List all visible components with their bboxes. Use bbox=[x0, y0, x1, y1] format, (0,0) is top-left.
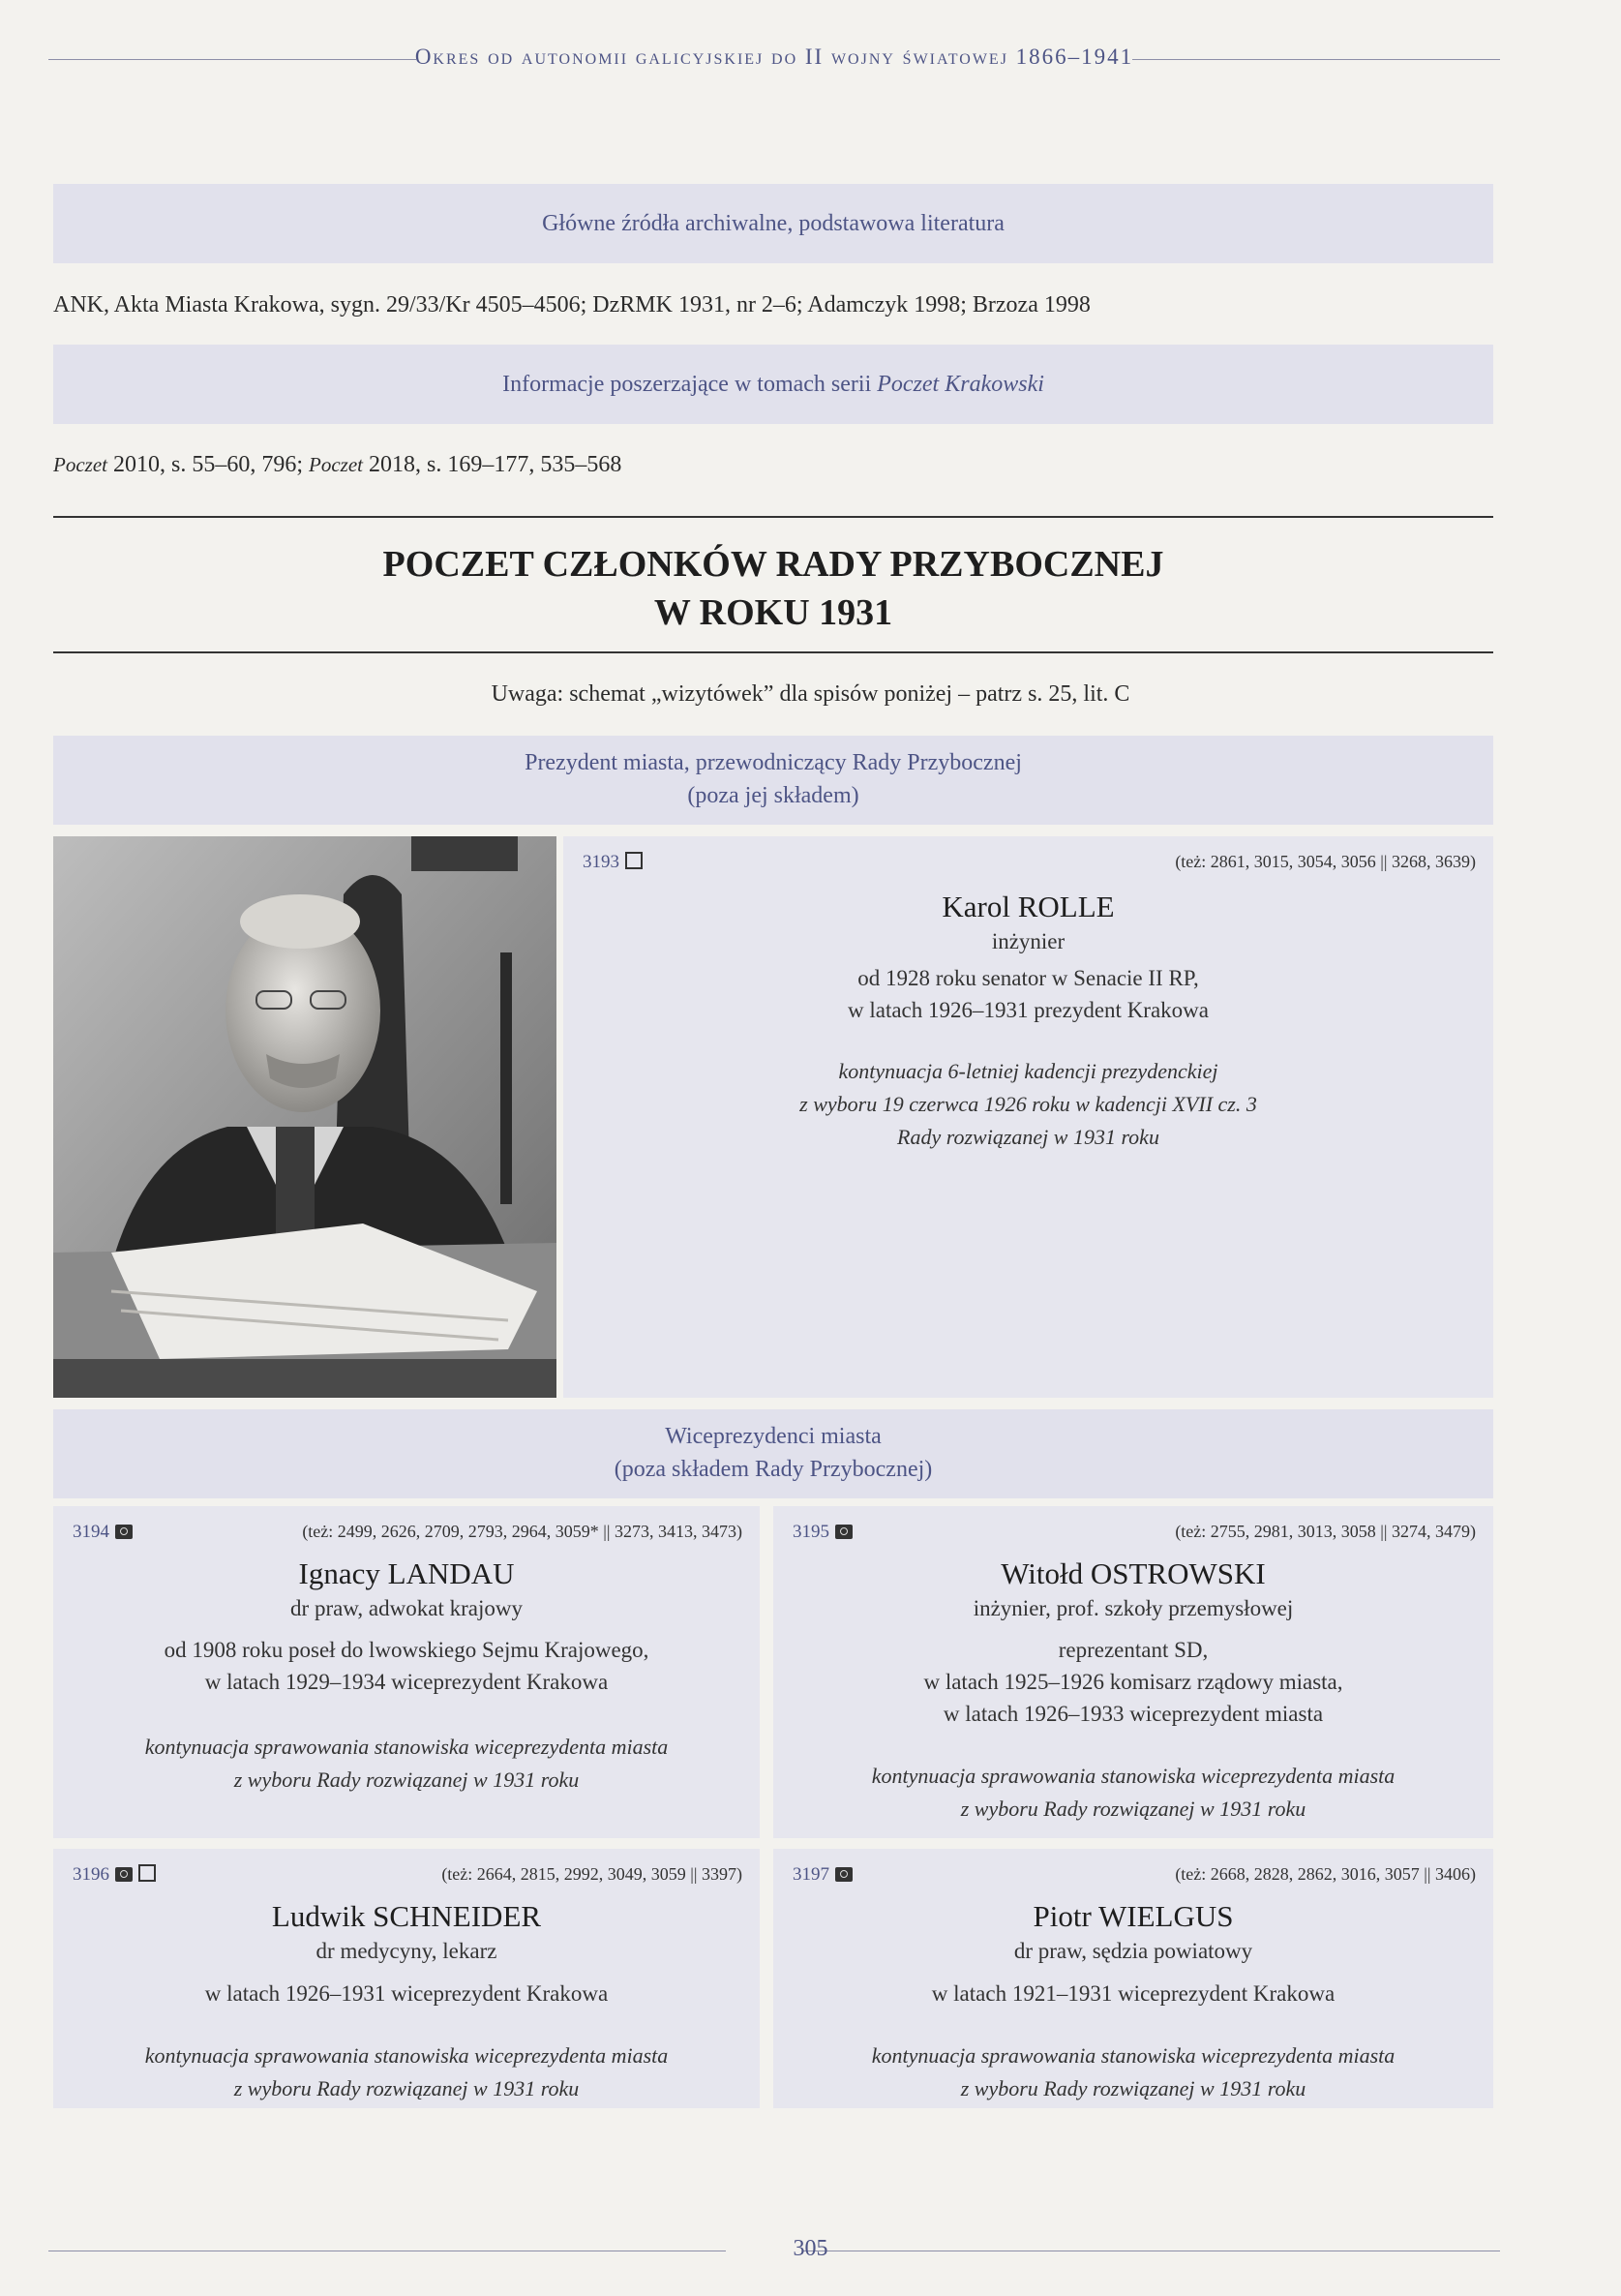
president-role: inżynier bbox=[991, 929, 1066, 953]
vice-italic1: kontynuacja sprawowania stanowiska wiceprezydenta miasta bbox=[871, 1764, 1396, 1788]
vice-role: dr praw, adwokat krajowy bbox=[290, 1596, 523, 1620]
vice-entry-number bbox=[793, 1864, 853, 1886]
vice-cross-refs: (też: 2664, 2815, 2992, 3049, 3059 || 3397) bbox=[441, 1864, 742, 1884]
vice-italic1: kontynuacja sprawowania stanowiska wiceprezydenta miasta bbox=[871, 2043, 1396, 2068]
vice-line2: w latach 1929–1934 wiceprezydent Krakowa bbox=[204, 1670, 609, 1694]
title-rule-bottom bbox=[53, 651, 1493, 653]
vice-name: Ludwik SCHNEIDER bbox=[271, 1899, 542, 1933]
vice-band bbox=[53, 1409, 1493, 1498]
portrait-photo bbox=[53, 836, 556, 1398]
vice-italic2: z wyboru Rady rozwiązanej w 1931 roku bbox=[233, 1767, 580, 1792]
portrait-illustration bbox=[53, 836, 556, 1398]
vice-entry-number bbox=[73, 1864, 156, 1886]
vice-entry-number bbox=[793, 1522, 853, 1543]
schema-note: Uwaga: schemat „wizytówek” dla spisów poniżej – patrz s. 25, lit. C bbox=[491, 681, 1130, 707]
vice-name: Ignacy LANDAU bbox=[298, 1556, 515, 1590]
vice-line1: od 1908 roku poseł do lwowskiego Sejmu Krajowego, bbox=[164, 1638, 649, 1662]
info-text-2: 2018, s. 169–177, 535–568 bbox=[362, 452, 622, 477]
vice-line3: w latach 1926–1933 wiceprezydent miasta bbox=[943, 1702, 1324, 1726]
page-number: 305 bbox=[793, 2236, 828, 2261]
president-italic3: Rady rozwiązanej w 1931 roku bbox=[897, 1125, 1159, 1149]
info-text-italic-2: Poczet bbox=[309, 453, 363, 476]
vice-band-line1: Wiceprezydenci miasta bbox=[665, 1424, 882, 1449]
vice-entry-number bbox=[73, 1522, 133, 1543]
sources-heading-band bbox=[53, 184, 1493, 263]
vice-name: Witołd OSTROWSKI bbox=[1001, 1556, 1266, 1590]
vice-card-4 bbox=[773, 1849, 1493, 2108]
president-line1: od 1928 roku senator w Senacie II RP, bbox=[857, 966, 1199, 990]
vice-line2: w latach 1925–1926 komisarz rządowy miasta, bbox=[923, 1670, 1343, 1694]
president-italic2: z wyboru 19 czerwca 1926 roku w kadencji XVII cz. 3 bbox=[799, 1092, 1257, 1116]
page-title-line1: POCZET CZŁONKÓW RADY PRZYBOCZNEJ bbox=[382, 544, 1164, 585]
camera-icon bbox=[115, 1525, 133, 1539]
vice-italic2: z wyboru Rady rozwiązanej w 1931 roku bbox=[960, 1797, 1306, 1821]
square-icon bbox=[138, 1864, 156, 1882]
vice-role: dr medycyny, lekarz bbox=[315, 1939, 497, 1963]
info-heading-prefix: Informacje poszerzające w tomach serii bbox=[502, 372, 878, 397]
vice-italic2: z wyboru Rady rozwiązanej w 1931 roku bbox=[960, 2076, 1306, 2100]
vice-line1: w latach 1926–1931 wiceprezydent Krakowa bbox=[204, 1981, 609, 2006]
camera-icon bbox=[835, 1525, 853, 1539]
info-text-1: 2010, s. 55–60, 796; bbox=[106, 452, 309, 477]
sources-heading: Główne źródła archiwalne, podstawowa literatura bbox=[542, 211, 1005, 236]
vice-role: dr praw, sędzia powiatowy bbox=[1013, 1939, 1253, 1963]
president-name: Karol ROLLE bbox=[942, 890, 1115, 923]
vice-line1: reprezentant SD, bbox=[1058, 1638, 1209, 1662]
camera-icon bbox=[835, 1867, 853, 1882]
vice-role: inżynier, prof. szkoły przemysłowej bbox=[973, 1596, 1294, 1620]
vice-italic1: kontynuacja sprawowania stanowiska wiceprezydenta miasta bbox=[144, 2043, 669, 2068]
page-title bbox=[53, 540, 1493, 637]
square-icon bbox=[625, 852, 643, 869]
president-italic1: kontynuacja 6-letniej kadencji prezydenckiej bbox=[838, 1059, 1218, 1083]
vice-card-2 bbox=[773, 1506, 1493, 1838]
info-heading-band bbox=[53, 345, 1493, 424]
president-cross-refs: (też: 2861, 3015, 3054, 3056 || 3268, 3639) bbox=[1175, 852, 1476, 871]
vice-cross-refs: (też: 2755, 2981, 3013, 3058 || 3274, 3479) bbox=[1175, 1522, 1476, 1541]
president-entry-number bbox=[583, 852, 643, 873]
info-text-italic-1: Poczet bbox=[53, 453, 107, 476]
page-title-line2: W ROKU 1931 bbox=[653, 592, 893, 633]
president-num-text: 3193 bbox=[583, 852, 619, 872]
president-card bbox=[563, 836, 1493, 1398]
vice-num-text: 3196 bbox=[73, 1864, 109, 1885]
vice-italic1: kontynuacja sprawowania stanowiska wiceprezydenta miasta bbox=[144, 1735, 669, 1759]
title-rule-top bbox=[53, 516, 1493, 518]
vice-name: Piotr WIELGUS bbox=[1033, 1899, 1234, 1933]
vice-num-text: 3195 bbox=[793, 1522, 829, 1542]
president-band bbox=[53, 736, 1493, 825]
president-band-line2: (poza jej składem) bbox=[687, 783, 859, 808]
camera-icon bbox=[115, 1867, 133, 1882]
president-band-line1: Prezydent miasta, przewodniczący Rady Przybocznej bbox=[525, 750, 1022, 775]
running-header-text: Okres od autonomii galicyjskiej do II wojny światowej 1866–1941 bbox=[414, 45, 1134, 69]
info-heading-series: Poczet Krakowski bbox=[877, 372, 1044, 397]
vice-card-1 bbox=[53, 1506, 760, 1838]
vice-cross-refs: (też: 2499, 2626, 2709, 2793, 2964, 3059* || 3273, 3413, 3473) bbox=[302, 1522, 742, 1541]
sources-text: ANK, Akta Miasta Krakowa, sygn. 29/33/Kr 4505–4506; DzRMK 1931, nr 2–6; Adamczyk 1998; Brzoza 1998 bbox=[53, 292, 1091, 317]
vice-line1: w latach 1921–1931 wiceprezydent Krakowa bbox=[931, 1981, 1336, 2006]
vice-num-text: 3194 bbox=[73, 1522, 109, 1542]
vice-num-text: 3197 bbox=[793, 1864, 829, 1885]
president-line2: w latach 1926–1931 prezydent Krakowa bbox=[848, 998, 1209, 1022]
vice-card-3 bbox=[53, 1849, 760, 2108]
vice-cross-refs: (też: 2668, 2828, 2862, 3016, 3057 || 3406) bbox=[1175, 1864, 1476, 1884]
info-text bbox=[53, 452, 621, 478]
vice-italic2: z wyboru Rady rozwiązanej w 1931 roku bbox=[233, 2076, 580, 2100]
vice-band-line2: (poza składem Rady Przybocznej) bbox=[614, 1457, 933, 1482]
running-header bbox=[48, 39, 1500, 77]
